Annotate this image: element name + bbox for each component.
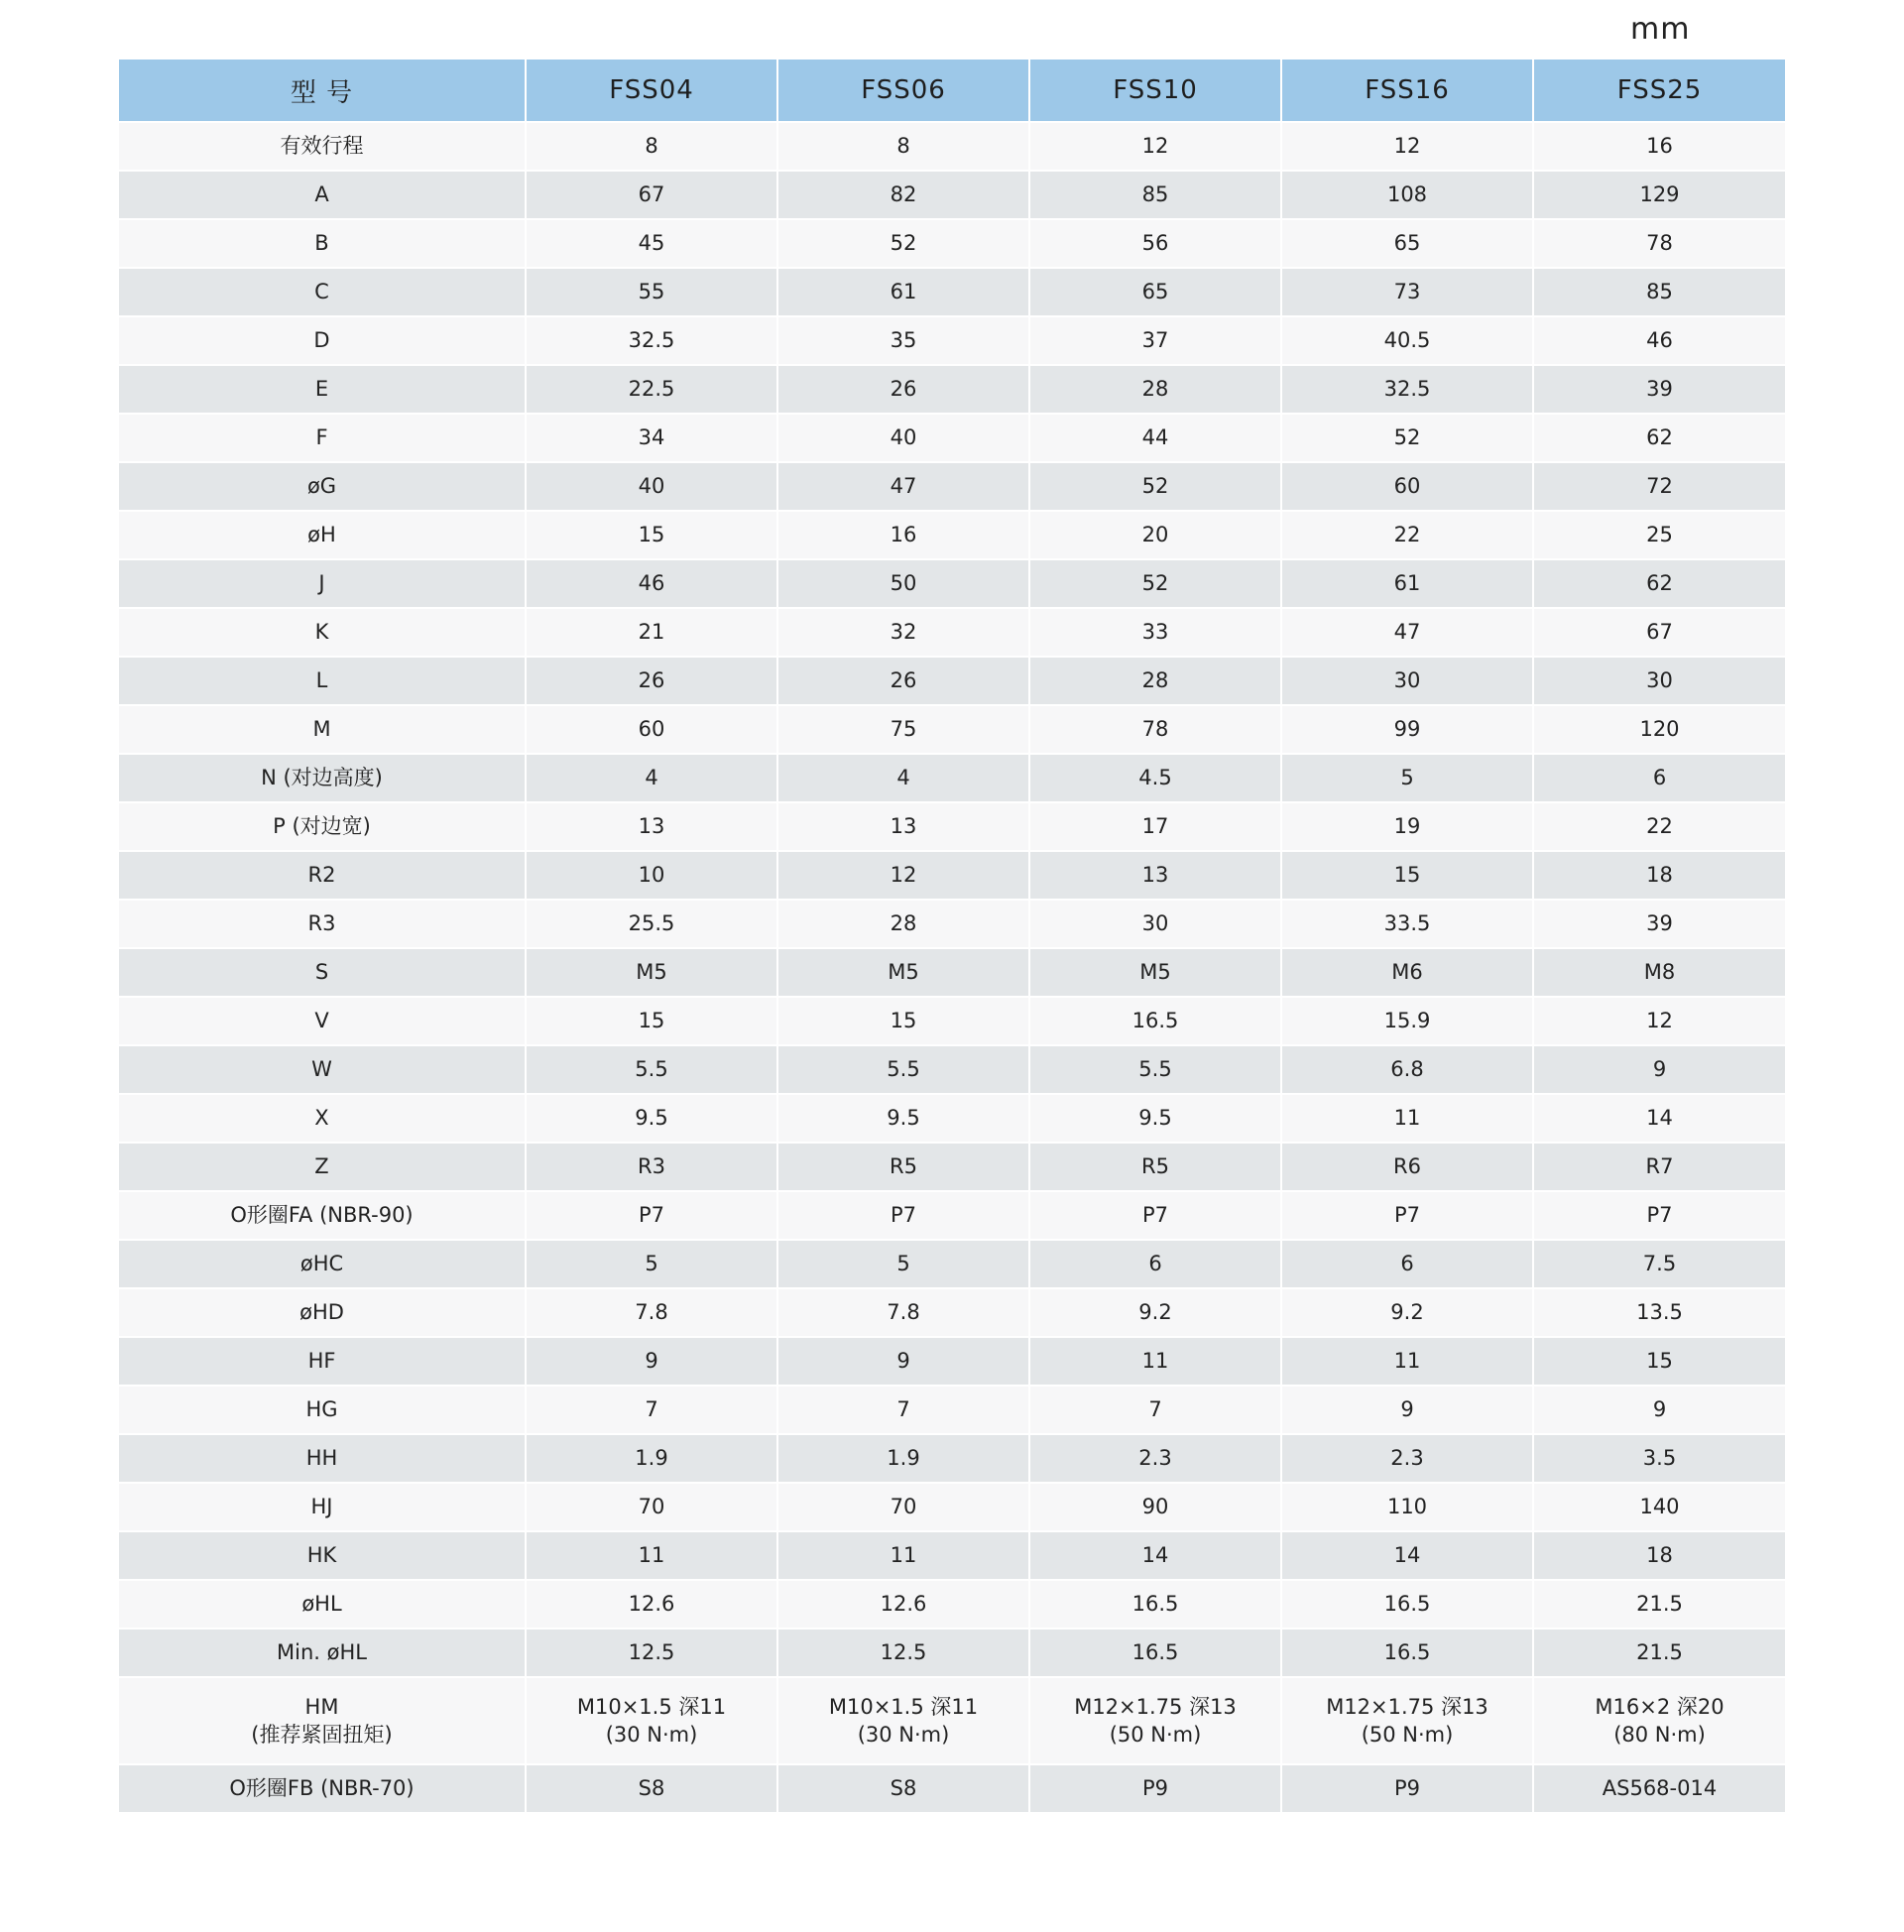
table-cell: 5 [526,1240,777,1288]
header-row [119,60,1785,122]
row-label: R3 [119,900,526,948]
table-cell: 5.5 [1029,1045,1281,1094]
cell-line2: (30 N·m) [605,1723,698,1747]
row-label: N (对边高度) [119,754,526,802]
table-cell: 1.9 [526,1434,777,1483]
row-label: M [119,705,526,754]
table-cell: P9 [1281,1764,1533,1812]
table-cell: 22 [1533,802,1785,851]
row-label: O形圈FB (NBR-70) [119,1764,526,1812]
table-cell: R5 [1029,1143,1281,1191]
table-cell: 120 [1533,705,1785,754]
table-row [119,900,1785,948]
table-cell: 6 [1281,1240,1533,1288]
cell-line1: M12×1.75 深13 [1074,1694,1237,1719]
table-cell: 50 [777,559,1029,608]
row-label: A [119,171,526,219]
table-cell: 7.5 [1533,1240,1785,1288]
table-cell: 15.9 [1281,997,1533,1045]
table-cell: 8 [526,122,777,171]
table-row-oring-fb [119,1764,1785,1812]
row-label: Z [119,1143,526,1191]
table-cell: 73 [1281,268,1533,316]
row-label: øG [119,462,526,511]
table-cell: 52 [777,219,1029,268]
table-cell: 7.8 [777,1288,1029,1337]
row-label: W [119,1045,526,1094]
table-cell [777,1677,1029,1764]
table-cell: 35 [777,316,1029,365]
table-cell: R7 [1533,1143,1785,1191]
table-cell: 1.9 [777,1434,1029,1483]
table-cell: R3 [526,1143,777,1191]
table-cell: 82 [777,171,1029,219]
cell-line1: M10×1.5 深11 [828,1694,979,1719]
header-model-fss10: FSS10 [1029,60,1281,122]
table-cell: 62 [1533,414,1785,462]
table-cell: 32 [777,608,1029,657]
table-row [119,705,1785,754]
table-cell: P7 [1533,1191,1785,1240]
table-cell: 12.5 [526,1629,777,1677]
table-cell: 39 [1533,900,1785,948]
table-cell: 28 [777,900,1029,948]
table-row [119,511,1785,559]
table-cell: 19 [1281,802,1533,851]
header-model-fss16: FSS16 [1281,60,1533,122]
table-row [119,1191,1785,1240]
table-row [119,1580,1785,1629]
table-cell: 30 [1281,657,1533,705]
table-cell: 9.5 [777,1094,1029,1143]
row-label: D [119,316,526,365]
table-row [119,316,1785,365]
table-cell: 75 [777,705,1029,754]
table-row [119,414,1785,462]
table-cell: 9 [1281,1386,1533,1434]
table-cell: 17 [1029,802,1281,851]
table-cell: 11 [1281,1337,1533,1386]
table-cell: 9 [526,1337,777,1386]
row-label: HK [119,1531,526,1580]
table-cell: 70 [777,1483,1029,1531]
table-row [119,1629,1785,1677]
table-cell: 65 [1029,268,1281,316]
table-cell: 12 [1029,122,1281,171]
table-row [119,171,1785,219]
header-model-fss04: FSS04 [526,60,777,122]
row-label: 有效行程 [119,122,526,171]
table-cell: 25 [1533,511,1785,559]
table-row [119,559,1785,608]
table-cell: S8 [777,1764,1029,1812]
table-cell: 46 [526,559,777,608]
table-cell: 25.5 [526,900,777,948]
row-label: F [119,414,526,462]
table-cell: 22.5 [526,365,777,414]
table-cell: M5 [1029,948,1281,997]
table-cell: 9 [1533,1386,1785,1434]
table-cell: P7 [1281,1191,1533,1240]
header-model-fss25: FSS25 [1533,60,1785,122]
header-model-fss06: FSS06 [777,60,1029,122]
table-cell: 18 [1533,851,1785,900]
cell-line2: (50 N·m) [1361,1723,1454,1747]
table-cell: 39 [1533,365,1785,414]
table-cell: 26 [526,657,777,705]
table-cell: 3.5 [1533,1434,1785,1483]
table-cell: 85 [1029,171,1281,219]
table-cell: 65 [1281,219,1533,268]
header-model-label: 型 号 [119,60,526,122]
table-cell: 7 [526,1386,777,1434]
table-cell: 60 [526,705,777,754]
table-cell [1533,1677,1785,1764]
table-cell: 15 [777,997,1029,1045]
row-label: X [119,1094,526,1143]
table-cell: 12 [777,851,1029,900]
table-cell: 90 [1029,1483,1281,1531]
table-cell: 12.6 [777,1580,1029,1629]
row-label-line1: HM [304,1694,339,1719]
table-cell: 11 [526,1531,777,1580]
row-label: P (对边宽) [119,802,526,851]
table-cell: P7 [1029,1191,1281,1240]
cell-line2: (50 N·m) [1109,1723,1202,1747]
table-cell: 6 [1533,754,1785,802]
table-cell: 9 [1533,1045,1785,1094]
table-cell: 9.5 [526,1094,777,1143]
table-cell: 44 [1029,414,1281,462]
table-row [119,1434,1785,1483]
table-cell: 28 [1029,365,1281,414]
table-cell: 26 [777,657,1029,705]
table-cell: 72 [1533,462,1785,511]
cell-line1: M16×2 深20 [1595,1694,1725,1719]
table-cell: 13.5 [1533,1288,1785,1337]
row-label: Min. øHL [119,1629,526,1677]
row-label: K [119,608,526,657]
table-row [119,851,1785,900]
table-row [119,1240,1785,1288]
table-cell: 15 [526,511,777,559]
row-label: øHC [119,1240,526,1288]
table-row [119,1288,1785,1337]
row-label-line2: (推荐紧固扭矩) [251,1723,393,1747]
table-row [119,1094,1785,1143]
table-row-hm [119,1677,1785,1764]
row-label: HG [119,1386,526,1434]
table-cell: 15 [526,997,777,1045]
table-cell: 40 [526,462,777,511]
table-cell: 67 [526,171,777,219]
table-cell: 16.5 [1281,1580,1533,1629]
cell-line1: M10×1.5 深11 [576,1694,727,1719]
table-cell: 7.8 [526,1288,777,1337]
table-cell: 110 [1281,1483,1533,1531]
table-row [119,1045,1785,1094]
table-cell: 11 [1281,1094,1533,1143]
table-cell: 46 [1533,316,1785,365]
table-row [119,1143,1785,1191]
table-cell: 16.5 [1029,1580,1281,1629]
table-cell: 6 [1029,1240,1281,1288]
table-cell: 61 [777,268,1029,316]
row-label: R2 [119,851,526,900]
table-cell: 5.5 [526,1045,777,1094]
table-cell: 129 [1533,171,1785,219]
spec-table [119,60,1785,1812]
table-cell: 32.5 [1281,365,1533,414]
table-row [119,754,1785,802]
table-cell: 5.5 [777,1045,1029,1094]
table-cell: 78 [1533,219,1785,268]
table-cell: 21.5 [1533,1580,1785,1629]
table-cell: 2.3 [1281,1434,1533,1483]
table-row [119,1483,1785,1531]
table-cell: 15 [1533,1337,1785,1386]
row-label: J [119,559,526,608]
row-label [119,1677,526,1764]
table-row [119,365,1785,414]
table-cell: 40 [777,414,1029,462]
table-cell: 2.3 [1029,1434,1281,1483]
table-cell [526,1677,777,1764]
table-cell: 22 [1281,511,1533,559]
table-cell: 108 [1281,171,1533,219]
table-cell: P9 [1029,1764,1281,1812]
table-cell: 30 [1533,657,1785,705]
table-cell: 20 [1029,511,1281,559]
table-row [119,1337,1785,1386]
table-cell: 11 [1029,1337,1281,1386]
table-cell: 5 [777,1240,1029,1288]
table-cell: 7 [1029,1386,1281,1434]
table-cell: 12.5 [777,1629,1029,1677]
table-cell: P7 [777,1191,1029,1240]
table-row [119,948,1785,997]
table-cell: 10 [526,851,777,900]
row-label: C [119,268,526,316]
table-cell [1281,1677,1533,1764]
table-cell: 61 [1281,559,1533,608]
table-cell: M5 [777,948,1029,997]
table-cell: M5 [526,948,777,997]
table-cell [1029,1677,1281,1764]
row-label: HF [119,1337,526,1386]
table-cell: 40.5 [1281,316,1533,365]
table-cell: 4 [777,754,1029,802]
table-cell: R6 [1281,1143,1533,1191]
table-cell: 7 [777,1386,1029,1434]
row-label: O形圈FA (NBR-90) [119,1191,526,1240]
table-cell: 12.6 [526,1580,777,1629]
table-cell: 9 [777,1337,1029,1386]
table-cell: 5 [1281,754,1533,802]
table-row [119,462,1785,511]
table-cell: 55 [526,268,777,316]
table-cell: 12 [1281,122,1533,171]
table-cell: 16.5 [1029,997,1281,1045]
table-cell: 52 [1029,559,1281,608]
table-cell: 13 [1029,851,1281,900]
table-cell: 18 [1533,1531,1785,1580]
table-row [119,802,1785,851]
table-cell: 30 [1029,900,1281,948]
table-cell: 12 [1533,997,1785,1045]
table-cell: 62 [1533,559,1785,608]
table-cell: AS568-014 [1533,1764,1785,1812]
table-cell: 8 [777,122,1029,171]
table-cell: 14 [1281,1531,1533,1580]
table-row [119,997,1785,1045]
table-cell: 9.5 [1029,1094,1281,1143]
table-cell: M6 [1281,948,1533,997]
table-row [119,1531,1785,1580]
table-cell: 14 [1533,1094,1785,1143]
row-label: HJ [119,1483,526,1531]
table-cell: 47 [1281,608,1533,657]
table-row [119,657,1785,705]
row-label: øHL [119,1580,526,1629]
table-cell: 21 [526,608,777,657]
row-label: øH [119,511,526,559]
table-row [119,608,1785,657]
table-cell: 16.5 [1029,1629,1281,1677]
table-cell: 99 [1281,705,1533,754]
table-cell: M8 [1533,948,1785,997]
table-cell: 47 [777,462,1029,511]
table-cell: 13 [777,802,1029,851]
table-cell: 4 [526,754,777,802]
table-cell: 9.2 [1029,1288,1281,1337]
table-cell: S8 [526,1764,777,1812]
row-label: E [119,365,526,414]
table-cell: 70 [526,1483,777,1531]
row-label: V [119,997,526,1045]
table-row [119,219,1785,268]
row-label: S [119,948,526,997]
row-label: HH [119,1434,526,1483]
unit-label: mm [1630,12,1691,47]
table-cell: 56 [1029,219,1281,268]
table-cell: 9.2 [1281,1288,1533,1337]
table-cell: 4.5 [1029,754,1281,802]
table-cell: P7 [526,1191,777,1240]
table-cell: 34 [526,414,777,462]
table-cell: 11 [777,1531,1029,1580]
cell-line1: M12×1.75 深13 [1326,1694,1488,1719]
table-cell: R5 [777,1143,1029,1191]
table-cell: 85 [1533,268,1785,316]
table-cell: 15 [1281,851,1533,900]
row-label: B [119,219,526,268]
table-row [119,268,1785,316]
table-cell: 140 [1533,1483,1785,1531]
table-cell: 37 [1029,316,1281,365]
table-row [119,1386,1785,1434]
table-cell: 45 [526,219,777,268]
table-cell: 6.8 [1281,1045,1533,1094]
table-row [119,122,1785,171]
row-label: øHD [119,1288,526,1337]
table-cell: 52 [1029,462,1281,511]
table-cell: 67 [1533,608,1785,657]
table-cell: 16.5 [1281,1629,1533,1677]
table-cell: 32.5 [526,316,777,365]
table-cell: 78 [1029,705,1281,754]
table-cell: 16 [1533,122,1785,171]
table-cell: 60 [1281,462,1533,511]
cell-line2: (30 N·m) [857,1723,950,1747]
table-cell: 28 [1029,657,1281,705]
table-cell: 13 [526,802,777,851]
table-cell: 52 [1281,414,1533,462]
row-label: L [119,657,526,705]
table-cell: 26 [777,365,1029,414]
table-cell: 16 [777,511,1029,559]
table-cell: 33 [1029,608,1281,657]
table-cell: 33.5 [1281,900,1533,948]
cell-line2: (80 N·m) [1613,1723,1706,1747]
table-cell: 21.5 [1533,1629,1785,1677]
table-cell: 14 [1029,1531,1281,1580]
